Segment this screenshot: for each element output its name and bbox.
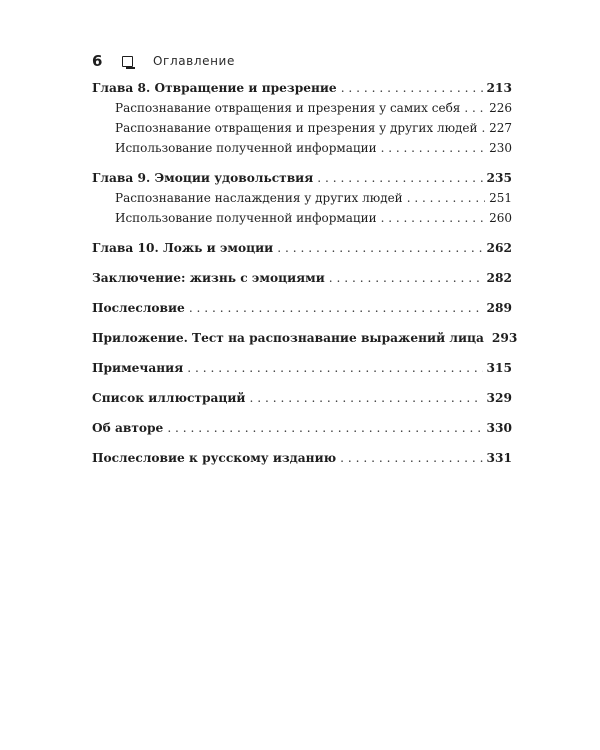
toc-entry-page: 329 [486,391,512,405]
dot-leader [277,238,482,258]
toc-entry-page: 293 [491,331,518,345]
dot-leader [340,448,482,468]
toc-entry-page: 282 [486,271,512,285]
toc-entry[interactable] [92,388,512,408]
toc-entry[interactable] [92,448,512,468]
toc-entry-title: Послесловие [92,301,185,315]
toc-subentry-page: 226 [489,101,512,115]
dot-leader [381,138,485,158]
table-of-contents [92,78,518,468]
dot-leader [189,298,483,318]
toc-subentry-title: Распознавание наслаждения у других людей [115,191,403,205]
toc-entry-page: 315 [486,361,512,375]
toc-entry[interactable] [92,328,518,348]
toc-subentry[interactable] [92,118,512,138]
dot-leader [187,358,482,378]
toc-subentry[interactable] [92,208,512,228]
toc-subentry[interactable] [92,188,512,208]
toc-entry[interactable] [92,298,512,318]
dot-leader [249,388,482,408]
page-number: 6 [92,52,103,70]
toc-subentry-page: 230 [489,141,512,155]
toc-subentry[interactable] [92,138,512,158]
section-title: Оглавление [153,54,235,68]
toc-entry-title: Глава 10. Ложь и эмоции [92,241,274,255]
toc-entry[interactable] [92,238,512,258]
toc-entry-title: Заключение: жизнь с эмоциями [92,271,325,285]
toc-subentry-title: Распознавание отвращения и презрения у других людей [115,121,478,135]
dot-leader [482,118,486,138]
toc-subentry[interactable] [92,98,512,118]
toc-subentry-title: Распознавание отвращения и презрения у самих себя [115,101,461,115]
running-header [92,50,512,72]
toc-entry[interactable] [92,268,512,288]
toc-entry-title: Список иллюстраций [92,391,246,405]
toc-subentry-title: Использование полученной информации [115,141,377,155]
toc-subentry-page: 227 [489,121,512,135]
dot-leader [341,78,483,98]
toc-entry[interactable] [92,78,512,98]
toc-entry-page: 330 [486,421,512,435]
dot-leader [167,418,482,438]
toc-entry-title: Об авторе [92,421,164,435]
dot-leader [464,98,485,118]
toc-entry[interactable] [92,418,512,438]
square-bullet-icon [122,56,133,67]
toc-entry-page: 262 [486,241,512,255]
toc-entry-page: 289 [486,301,512,315]
toc-entry-title: Приложение. Тест на распознавание выражений лица [92,331,484,345]
toc-entry-page: 235 [486,171,512,185]
dot-leader [329,268,483,288]
toc-entry-title: Примечания [92,361,184,375]
dot-leader [381,208,485,228]
dot-leader [407,188,485,208]
toc-subentry-page: 251 [489,191,512,205]
toc-entry-page: 331 [486,451,512,465]
toc-entry[interactable] [92,168,512,188]
toc-entry-title: Глава 8. Отвращение и презрение [92,81,337,95]
toc-entry-title: Глава 9. Эмоции удовольствия [92,171,314,185]
toc-entry-page: 213 [486,81,512,95]
toc-entry[interactable] [92,358,512,378]
toc-subentry-title: Использование полученной информации [115,211,377,225]
toc-subentry-page: 260 [489,211,512,225]
dot-leader [317,168,482,188]
toc-entry-title: Послесловие к русскому изданию [92,451,337,465]
